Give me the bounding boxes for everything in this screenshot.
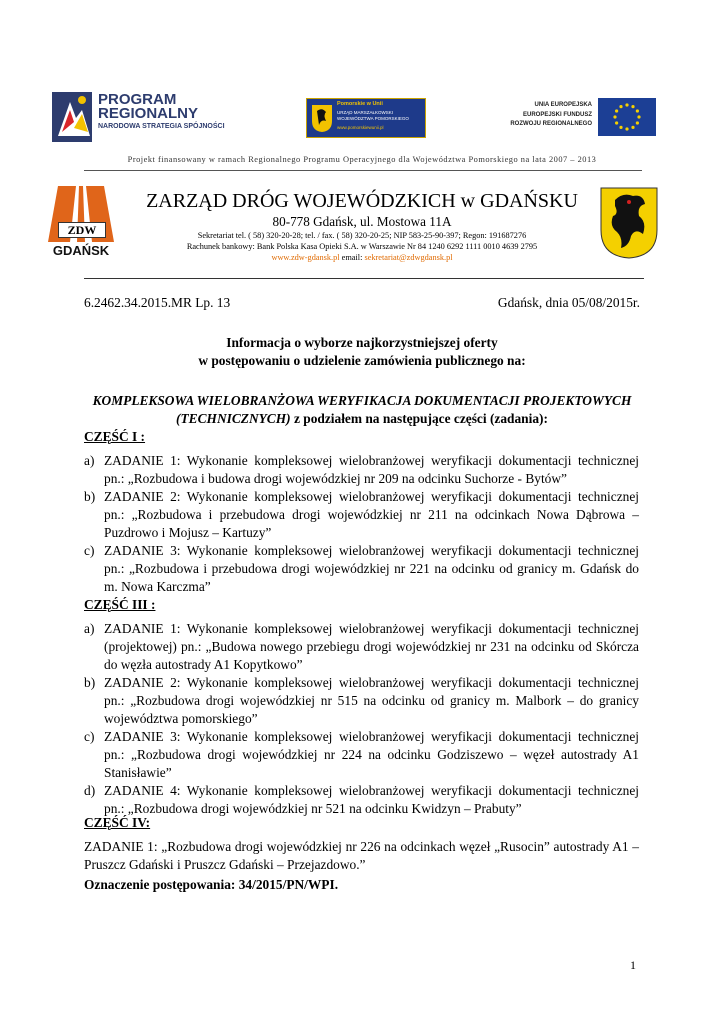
procedure-designation: Oznaczenie postępowania: 34/2015/PN/WPI. <box>84 877 339 892</box>
web-line <box>0 253 724 262</box>
eu-star-icon <box>625 127 628 130</box>
eu-line3: ROZWOJU REGIONALNEGO <box>510 121 592 127</box>
eu-star-icon <box>619 126 622 129</box>
eu-line1: UNIA EUROPEJSKA <box>534 102 592 108</box>
item-marker: c) <box>84 543 95 558</box>
item-line: ZADANIE 1: Wykonanie kompleksowej wielobranżowej weryfikacji dokumentacji technicznej <box>104 621 639 636</box>
scope-line2-rest: z podziałem na następujące części (zadania): <box>290 411 548 426</box>
eu-star-icon <box>625 103 628 106</box>
eu-star-icon <box>636 109 639 112</box>
item-line: m. Nowa Karczma” <box>104 579 211 594</box>
part1-title: CZĘŚĆ I : <box>84 429 146 444</box>
item-line: Stanisławie” <box>104 765 172 780</box>
pomorskie-logo <box>306 98 426 138</box>
list-item <box>84 782 639 818</box>
pomorskie-line2: URZĄD MARSZAŁKOWSKI <box>337 110 394 115</box>
pomorskie-line3: WOJEWÓDZTWA POMORSKIEGO <box>337 116 409 121</box>
contact-line: Sekretariat tel. ( 58) 320-20-28; tel. / fax. ( 58) 320-20-25; NIP 583-25-90-397; Regon: 191687276 <box>197 231 527 240</box>
scope-line2 <box>0 410 724 428</box>
griffin-icon <box>310 103 334 133</box>
item-line: pn.: „Rozbudowa i budowa drogi wojewódzkiej nr 209 na odcinku Suchorze - Bytów” <box>104 471 567 486</box>
item-marker: b) <box>84 489 96 504</box>
list-item <box>84 452 639 488</box>
eu-star-icon <box>637 115 640 118</box>
email-link[interactable]: sekretariat@zdwgdansk.pl <box>364 253 453 262</box>
zdw-city: GDAŃSK <box>52 243 110 258</box>
divider <box>84 170 642 171</box>
program-regionalny-subtitle: NARODOWA STRATEGIA SPÓJNOŚCI <box>98 123 225 130</box>
reference-number: 6.2462.34.2015.MR Lp. 13 <box>84 295 231 310</box>
list-item <box>84 674 639 728</box>
eu-flag-icon <box>598 98 656 136</box>
item-line: ZADANIE 2: Wykonanie kompleksowej wielobranżowej weryfikacji dokumentacji technicznej <box>104 489 639 504</box>
pomorskie-line1: Pomorskie w Unii <box>337 101 383 107</box>
item-line: pn.: „Rozbudowa drogi wojewódzkiej nr 515 na odcinku od granicy m. Malbork – do granicy <box>104 693 639 708</box>
list-item <box>84 620 639 674</box>
item-line: ZADANIE 3: Wykonanie kompleksowej wielobranżowej weryfikacji dokumentacji technicznej <box>104 729 639 744</box>
organization-address: 80-778 Gdańsk, ul. Mostowa 11A <box>272 214 452 229</box>
document-date: Gdańsk, dnia 05/08/2015r. <box>497 295 640 310</box>
list-item <box>84 542 639 596</box>
eu-star-icon <box>615 109 618 112</box>
eu-star-icon <box>631 126 634 129</box>
eu-star-icon <box>636 121 639 124</box>
part3-title: CZĘŚĆ III : <box>84 597 156 612</box>
subject-line1: Informacja o wyborze najkorzystniejszej oferty <box>226 335 498 350</box>
list-item <box>84 488 639 542</box>
item-marker: d) <box>84 783 96 798</box>
item-line: pn.: „Rozbudowa drogi wojewódzkiej nr 224 na odcinku Godziszewo – węzeł autostrady A1 <box>104 747 639 762</box>
item-marker: c) <box>84 729 95 744</box>
item-line: pn.: „Rozbudowa drogi wojewódzkiej nr 521 na odcinku Kwidzyn – Prabuty” <box>104 801 522 816</box>
eu-star-icon <box>631 105 634 108</box>
program-regionalny-logo <box>52 92 252 142</box>
item-marker: a) <box>84 453 95 468</box>
item-marker: a) <box>84 621 95 636</box>
program-regionalny-line2: REGIONALNY <box>98 105 199 122</box>
item-line: (projektowej) pn.: „Budowa nowego przebiegu drogi wojewódzkiej nr 231 na odcinku od Skórcza <box>104 639 639 654</box>
zdw-badge: ZDW <box>58 222 106 238</box>
paragraph-line: ZADANIE 1: „Rozbudowa drogi wojewódzkiej nr 226 na odcinkach węzeł „Rusocin” autostrady A1 – <box>84 839 639 854</box>
item-line: ZADANIE 2: Wykonanie kompleksowej wielobranżowej weryfikacji dokumentacji technicznej <box>104 675 639 690</box>
program-regionalny-emblem-icon <box>52 92 96 142</box>
organization-title: ZARZĄD DRÓG WOJEWÓDZKICH w GDAŃSKU <box>146 190 578 212</box>
email-label: email: <box>341 253 363 262</box>
paragraph-line: Pruszcz Gdański i Pruszcz Gdański – Przejazdowo.” <box>84 857 366 872</box>
item-line: ZADANIE 3: Wykonanie kompleksowej wielobranżowej weryfikacji dokumentacji technicznej <box>104 543 639 558</box>
list-item <box>84 728 639 782</box>
part4-title: CZĘŚĆ IV: <box>84 815 151 830</box>
tagline: Projekt finansowany w ramach Regionalnego Programu Operacyjnego dla Województwa Pomorskiego na lata 2007 – 2013 <box>127 155 597 164</box>
eu-star-icon <box>613 115 616 118</box>
bank-line: Rachunek bankowy: Bank Polska Kasa Opieki S.A. w Warszawie Nr 84 1240 6292 1111 0010 4639 2795 <box>186 242 538 251</box>
item-marker: b) <box>84 675 96 690</box>
subject-line2: w postępowaniu o udzielenie zamówienia publicznego na: <box>198 353 526 368</box>
eu-line2: EUROPEJSKI FUNDUSZ <box>522 112 592 118</box>
eu-logo <box>478 98 656 136</box>
item-line: województwa pomorskiego” <box>104 711 258 726</box>
program-regionalny-line1: PROGRAM <box>98 91 177 108</box>
eu-star-icon <box>619 105 622 108</box>
header-divider <box>84 278 644 279</box>
item-line: pn.: „Rozbudowa i przebudowa drogi wojewódzkiej nr 211 na odcinkach Nowa Dąbrowa – <box>104 507 639 522</box>
pomorskie-line4: www.pomorskiewunii.pl <box>337 125 384 130</box>
eu-star-icon <box>615 121 618 124</box>
item-line: Puzdrowo i Mojusz – Kartuzy” <box>104 525 272 540</box>
page-number: 1 <box>630 958 636 972</box>
item-line: ZADANIE 4: Wykonanie kompleksowej wielobranżowej weryfikacji dokumentacji technicznej <box>104 783 639 798</box>
part4-paragraph <box>84 838 639 874</box>
scope-line2-italic: (TECHNICZNYCH) <box>176 411 291 426</box>
item-line: ZADANIE 1: Wykonanie kompleksowej wielobranżowej weryfikacji dokumentacji technicznej <box>104 453 639 468</box>
item-line: pn.: „Rozbudowa i przebudowa drogi wojewódzkiej nr 221 na odcinku od granicy m. Gdańsk do <box>104 561 639 576</box>
item-line: do węzła autostrady A1 Kopytkowo” <box>104 657 303 672</box>
scope-line1: KOMPLEKSOWA WIELOBRANŻOWA WERYFIKACJA DOKUMENTACJI PROJEKTOWYCH <box>92 393 632 408</box>
website-link[interactable]: www.zdw-gdansk.pl <box>271 253 340 262</box>
